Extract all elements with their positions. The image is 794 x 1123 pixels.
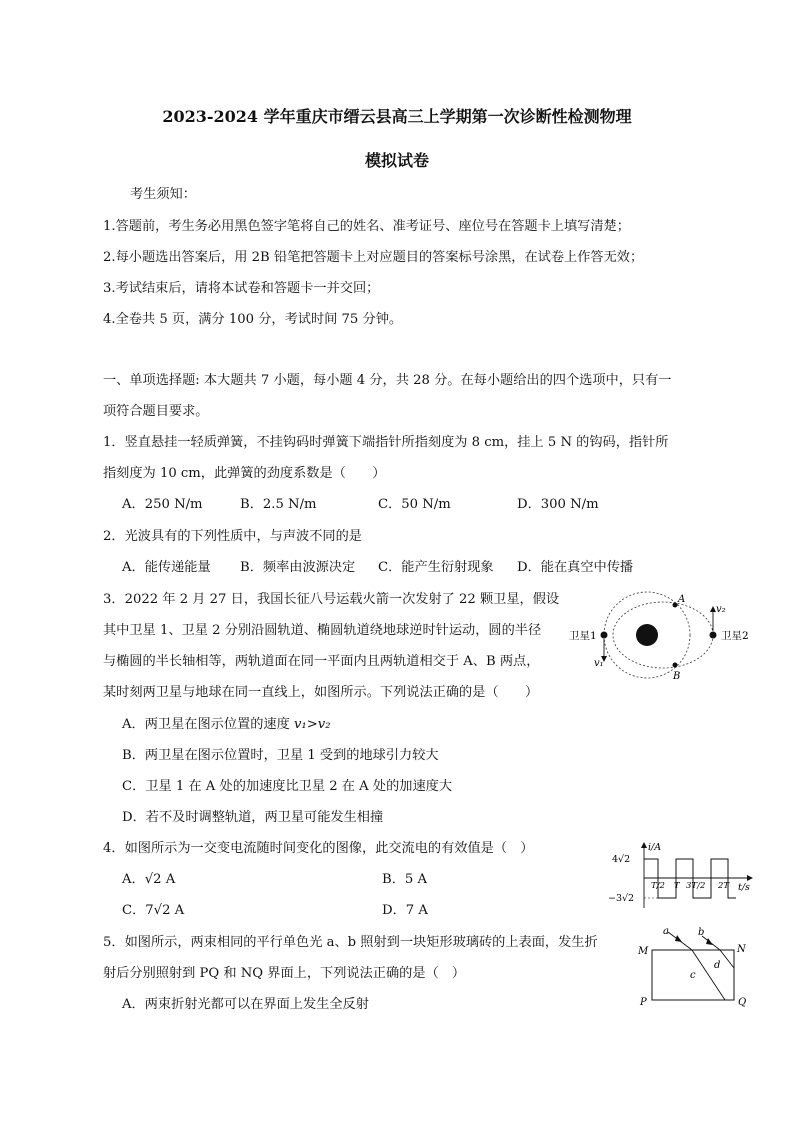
label-q: Q bbox=[738, 997, 747, 1007]
q4-option-b: B．5 A bbox=[382, 872, 427, 887]
q1-option-b: B．2.5 N/m bbox=[240, 497, 317, 512]
point-a-dot bbox=[673, 603, 678, 608]
ray-a-arrow bbox=[675, 935, 682, 942]
title-line-1: 2023-2024 学年重庆市缙云县高三上学期第一次诊断性检测物理 bbox=[162, 107, 632, 126]
q3-option-c: C．卫星 1 在 A 处的加速度比卫星 2 在 A 处的加速度大 bbox=[122, 779, 453, 794]
label-sat1: 卫星1 bbox=[569, 630, 597, 642]
q5-line-1: 5．如图所示，两束相同的平行单色光 a、b 照射到一块矩形玻璃砖的上表面，发生折 bbox=[103, 935, 598, 950]
q2-option-a: A．能传递能量 bbox=[122, 560, 211, 575]
satellite-1-dot bbox=[601, 632, 608, 639]
notice-item-2: 2.每小题选出答案后，用 2B 铅笔把答题卡上对应题目的答案标号涂黑，在试卷上作答无效； bbox=[103, 250, 644, 265]
q5-option-a: A．两束折射光都可以在界面上发生全反射 bbox=[122, 997, 369, 1012]
q4-option-d: D．7 A bbox=[382, 903, 428, 918]
label-m: M bbox=[638, 946, 649, 957]
satellite-2-dot bbox=[710, 632, 717, 639]
notice-item-3: 3.考试结束后，请将本试卷和答题卡一并交回； bbox=[103, 281, 380, 296]
point-b-dot bbox=[673, 663, 678, 668]
tick-2t: 2T bbox=[718, 881, 730, 891]
tick-t-half: T/2 bbox=[651, 881, 665, 891]
ray-d-refracted bbox=[720, 950, 734, 968]
graph-xlabel: t/s bbox=[738, 882, 750, 893]
ray-c-refracted bbox=[692, 950, 725, 1000]
q3-option-d: D．若不及时调整轨道，两卫星可能发生相撞 bbox=[122, 810, 384, 825]
y-axis-head bbox=[641, 842, 647, 848]
q4-stem: 4．如图所示为一交变电流随时间变化的图像，此交流电的有效值是（ ） bbox=[103, 841, 534, 856]
q3-option-a bbox=[122, 716, 331, 734]
current-graph bbox=[608, 840, 758, 912]
label-b: B bbox=[673, 671, 681, 682]
q2-option-c: C．能产生衍射现象 bbox=[378, 560, 494, 575]
q2-option-d: D．能在真空中传播 bbox=[517, 560, 634, 575]
q3-line-1: 3．2022 年 2 月 27 日，我国长征八号运载火箭一次发射了 22 颗卫星，假设 bbox=[103, 592, 560, 607]
elliptical-orbit bbox=[613, 602, 713, 668]
q3-option-b: B．两卫星在图示位置时，卫星 1 受到的地球引力较大 bbox=[122, 748, 439, 763]
section1-heading-1: 一、单项选择题: 本大题共 7 小题，每小题 4 分，共 28 分。在每小题给出的四个选项中，只有一 bbox=[103, 373, 672, 388]
q1-line-1: 1．竖直悬挂一轻质弹簧，不挂钩码时弹簧下端指针所指刻度为 8 cm，挂上 5 N 的钩码，指针所 bbox=[103, 435, 669, 450]
tick-t: T bbox=[674, 881, 680, 891]
q1-option-a: A．250 N/m bbox=[122, 497, 203, 512]
q3-option-a-text: A．两卫星在图示位置的速度 bbox=[122, 717, 294, 732]
label-v1: v₁ bbox=[594, 658, 604, 669]
q3-line-4: 某时刻两卫星与地球在同一直线上，如图所示。下列说法正确的是（ ） bbox=[103, 685, 539, 700]
label-n: N bbox=[737, 944, 746, 955]
graph-ybottom: −3√2 bbox=[608, 893, 635, 904]
section1-heading-2: 项符合题目要求。 bbox=[103, 404, 209, 419]
label-ray-c: c bbox=[690, 970, 696, 981]
q2-stem: 2．光波具有的下列性质中，与声波不同的是 bbox=[103, 529, 362, 544]
q3-line-3: 与椭圆的半长轴相等，两轨道面在同一平面内且两轨道相交于 A、B 两点， bbox=[103, 654, 540, 669]
notice-item-1: 1.答题前，考生务必用黑色签字笔将自己的姓名、准考证号、座位号在答题卡上填写清楚； bbox=[103, 219, 630, 234]
q2-option-b: B．频率由波源决定 bbox=[240, 560, 356, 575]
x-axis-head bbox=[747, 875, 753, 881]
label-ray-b: b bbox=[698, 927, 705, 938]
label-a: A bbox=[678, 594, 686, 605]
q5-line-2: 射后分别照射到 PQ 和 NQ 界面上，下列说法正确的是（ ） bbox=[103, 966, 466, 981]
q1-option-c: C．50 N/m bbox=[378, 497, 451, 512]
orbit-figure bbox=[565, 588, 785, 688]
notice-item-4: 4.全卷共 5 页，满分 100 分，考试时间 75 分钟。 bbox=[103, 312, 403, 327]
ray-b-arrow bbox=[706, 938, 713, 945]
label-ray-a: a bbox=[663, 926, 669, 937]
label-v2: v₂ bbox=[716, 604, 726, 615]
label-p: P bbox=[640, 997, 647, 1007]
q3-line-2: 其中卫星 1、卫星 2 分别沿圆轨道、椭圆轨道绕地球逆时针运动，圆的半径 bbox=[103, 623, 542, 638]
q1-line-2: 指刻度为 10 cm，此弹簧的劲度系数是（ ） bbox=[103, 466, 386, 481]
q4-option-c: C．7√2 A bbox=[122, 903, 185, 918]
title-line-2: 模拟试卷 bbox=[364, 151, 429, 170]
q3-option-a-math: v₁>v₂ bbox=[293, 717, 331, 732]
glass-brick-figure bbox=[630, 922, 760, 1007]
label-sat2: 卫星2 bbox=[721, 630, 749, 642]
waveform bbox=[644, 859, 736, 898]
notice-heading: 考生须知： bbox=[130, 187, 196, 202]
graph-ylabel: i/A bbox=[648, 842, 662, 853]
tick-3t-half: 3T/2 bbox=[686, 881, 706, 891]
q1-option-d: D．300 N/m bbox=[517, 497, 599, 512]
label-ray-d: d bbox=[714, 960, 721, 971]
graph-ytop: 4√2 bbox=[612, 854, 631, 865]
earth bbox=[636, 624, 658, 646]
q4-option-a: A．√2 A bbox=[122, 872, 176, 887]
